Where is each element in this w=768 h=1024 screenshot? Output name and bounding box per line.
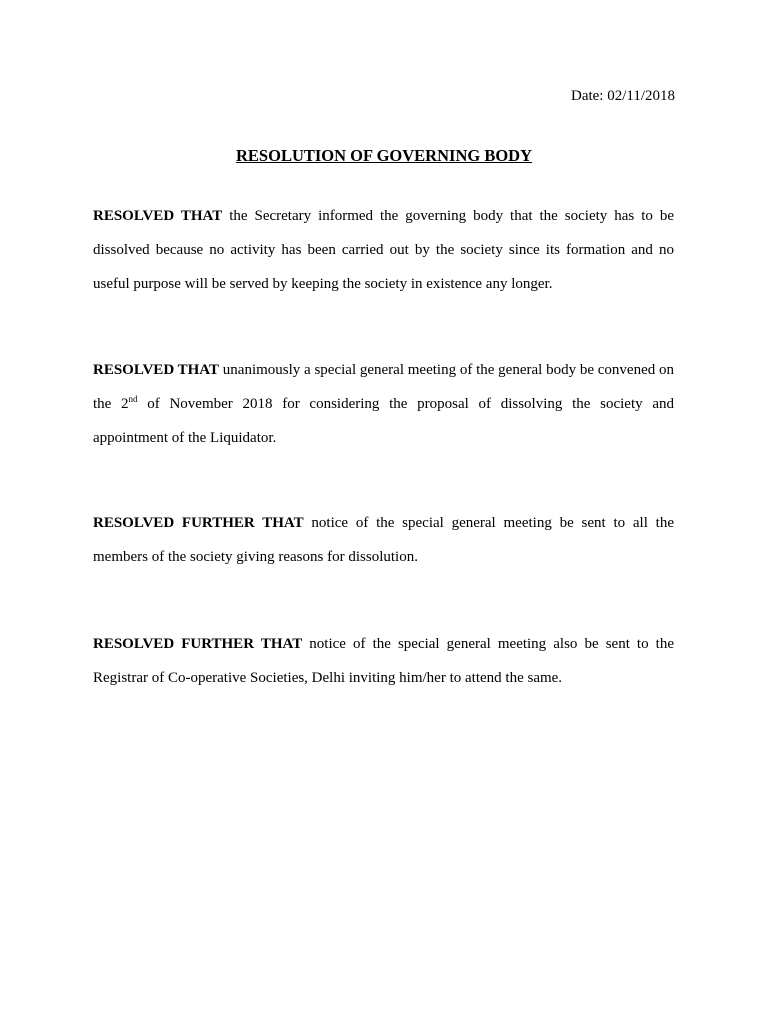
- resolution-lead-3: RESOLVED FURTHER THAT: [93, 515, 304, 531]
- document-date: Date: 02/11/2018: [570, 88, 675, 104]
- resolution-lead-4: RESOLVED FURTHER THAT: [93, 636, 303, 652]
- resolution-lead-1: RESOLVED THAT: [93, 208, 223, 224]
- resolution-text-2b: of November 2018 for considering the proposal of dissolving the society and appointment of the Liquidator.: [93, 396, 675, 446]
- ordinal-superscript: nd: [128, 394, 138, 404]
- document-title: RESOLUTION OF GOVERNING BODY: [236, 146, 532, 165]
- resolution-paragraph-4: [93, 627, 674, 695]
- resolution-paragraph-3: [93, 506, 674, 574]
- resolution-lead-2: RESOLVED THAT: [93, 362, 220, 378]
- resolution-text-1: the Secretary informed the governing body that the society has to be dissolved because no activity has been carried out by the society since its formation and no useful purpose will be served by keeping the society in existence any longer.: [93, 208, 674, 292]
- resolution-text-4: notice of the special general meeting also be sent to the Registrar of Co-operative Societies, Delhi inviting him/her to attend the same.: [93, 636, 674, 686]
- resolution-text-2a: unanimously a special general meeting of the general body be convened on the 2: [93, 362, 674, 412]
- resolution-paragraph-1: [93, 199, 674, 301]
- resolution-paragraph-2: [93, 353, 674, 455]
- resolution-text-3: notice of the special general meeting be sent to all the members of the society giving reasons for dissolution.: [93, 515, 674, 565]
